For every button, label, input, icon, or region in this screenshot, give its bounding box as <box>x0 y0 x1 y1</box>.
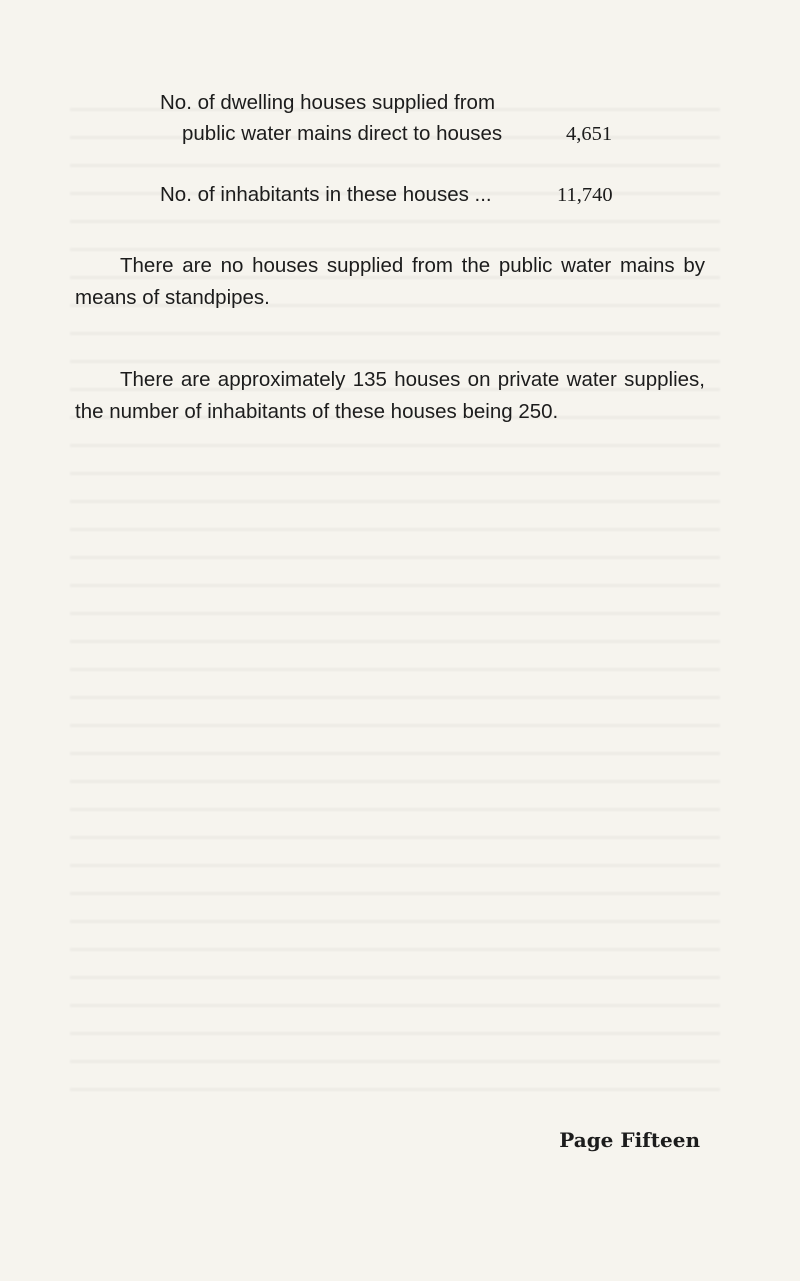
dwelling-houses-label-line-1: No. of dwelling houses supplied from <box>160 91 496 114</box>
dwelling-houses-label-line-2: public water mains direct to houses <box>182 122 503 145</box>
inhabitants-value: 11,740 <box>557 184 613 206</box>
reverse-side-show-through <box>70 90 720 1110</box>
dwelling-houses-value: 4,651 <box>566 123 613 145</box>
private-supplies-paragraph: There are approximately 135 houses on private water supplies, the number of inhabitants of these houses being 250. <box>75 368 705 423</box>
page-number: Page Fifteen <box>559 1128 700 1152</box>
inhabitants-label: No. of inhabitants in these houses ... <box>160 183 492 206</box>
standpipes-paragraph: There are no houses supplied from the public water mains by means of standpipes. <box>75 254 705 309</box>
